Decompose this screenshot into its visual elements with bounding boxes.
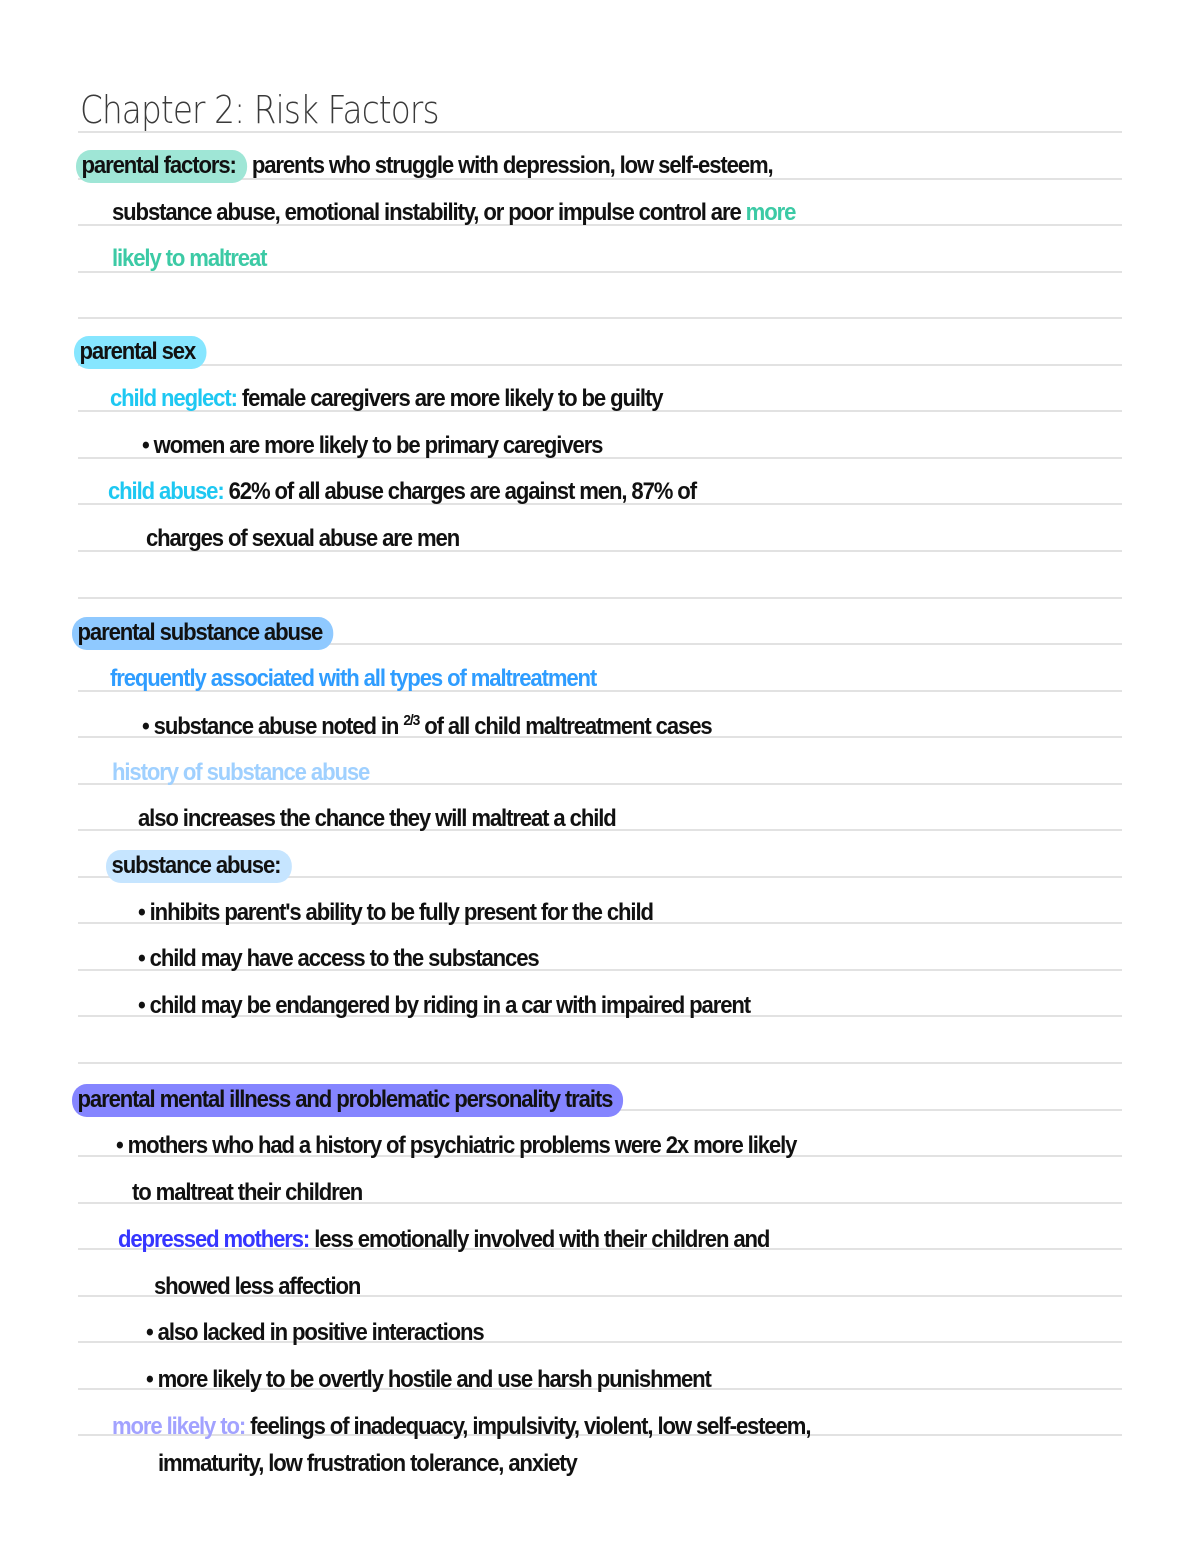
- section-heading-parental-sex: parental sex: [74, 336, 206, 369]
- section-heading-substance-abuse: parental substance abuse: [72, 617, 333, 650]
- text: charges of sexual abuse are men: [146, 525, 460, 552]
- ruled-line: [78, 317, 1122, 319]
- page-title: Chapter 2: Risk Factors: [80, 88, 439, 132]
- section-heading-parental-factors: parental factors:: [76, 150, 247, 183]
- ruled-line: [78, 597, 1122, 599]
- bullet-item: • also lacked in positive interactions: [146, 1319, 484, 1346]
- text: also increases the chance they will maltreat a child: [138, 805, 616, 832]
- text: parents who struggle with depression, low self-esteem,: [246, 152, 773, 179]
- text: showed less affection: [154, 1273, 361, 1300]
- subheading: history of substance abuse: [112, 759, 370, 786]
- bullet-item: • women are more likely to be primary caregivers: [142, 432, 603, 459]
- line: [118, 1226, 769, 1254]
- line: [112, 199, 795, 227]
- fraction: 2/3: [403, 712, 420, 729]
- subheading-child-abuse: child abuse:: [108, 478, 224, 505]
- subheading-depressed-mothers: depressed mothers:: [118, 1226, 310, 1253]
- ruled-line: [78, 1062, 1122, 1064]
- ruled-line: [78, 364, 1122, 366]
- line: [72, 1086, 623, 1114]
- bullet-item: • more likely to be overtly hostile and use harsh punishment: [146, 1366, 711, 1393]
- line: [76, 152, 773, 180]
- bullet-item: • mothers who had a history of psychiatric problems were 2x more likely: [116, 1132, 797, 1159]
- section-heading-mental-illness: parental mental illness and problematic personality traits: [72, 1084, 623, 1117]
- text: feelings of inadequacy, impulsivity, violent, low self-esteem,: [245, 1413, 811, 1440]
- text: • substance abuse noted in: [142, 713, 404, 740]
- text: immaturity, low frustration tolerance, anxiety: [158, 1450, 577, 1477]
- subheading-more-likely: more likely to:: [112, 1413, 246, 1440]
- line: [74, 338, 206, 366]
- bullet-item: • inhibits parent's ability to be fully present for the child: [138, 899, 653, 926]
- bullet-item: • child may have access to the substances: [138, 945, 539, 972]
- text: substance abuse, emotional instability, or poor impulse control are: [112, 199, 746, 226]
- text: less emotionally involved with their children and: [309, 1226, 770, 1253]
- subheading-highlighted: substance abuse:: [106, 850, 291, 883]
- text: female caregivers are more likely to be guilty: [236, 385, 663, 412]
- line: [106, 852, 291, 880]
- line: [108, 478, 696, 506]
- accent-text: likely to maltreat: [112, 245, 267, 272]
- line: [112, 1413, 810, 1441]
- accent-text: more: [745, 199, 796, 226]
- line: [110, 385, 662, 413]
- text: to maltreat their children: [132, 1179, 363, 1206]
- bullet-item: • child may be endangered by riding in a car with impaired parent: [138, 992, 751, 1019]
- line: [72, 619, 333, 647]
- subheading: frequently associated with all types of maltreatment: [110, 665, 597, 692]
- subheading-child-neglect: child neglect:: [110, 385, 237, 412]
- bullet-item: [142, 712, 712, 741]
- text: 62% of all abuse charges are against men, 87% of: [223, 478, 696, 505]
- text: of all child maltreatment cases: [419, 713, 712, 740]
